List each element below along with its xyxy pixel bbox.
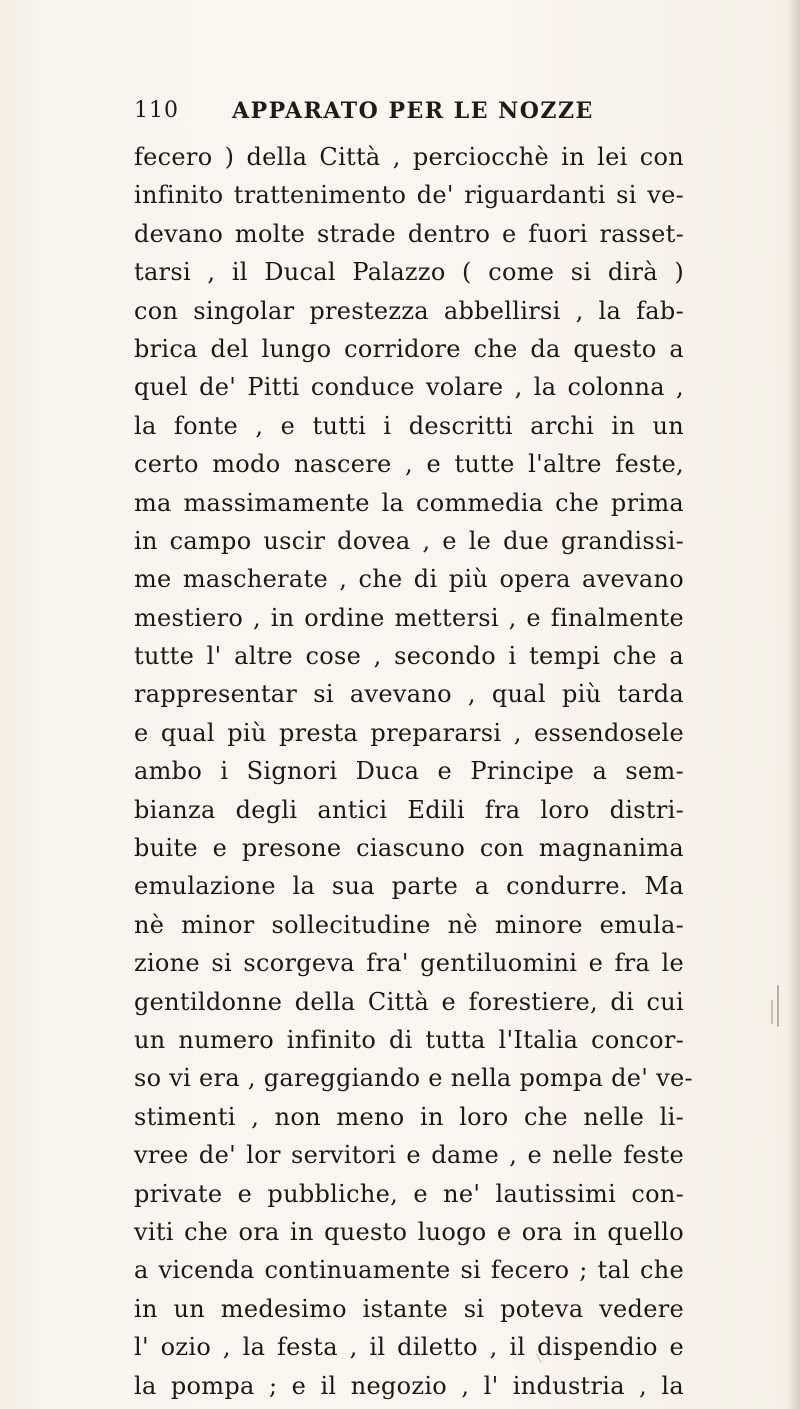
text-line: e qual più presta prepararsi , essendosele: [134, 718, 684, 747]
text-line: la fonte , e tutti i descritti archi in un: [134, 411, 684, 440]
text-line: ma massimamente la commedia che prima: [134, 488, 684, 517]
margin-mark: [777, 985, 779, 1027]
text-line: stimenti , non meno in loro che nelle li-: [134, 1102, 684, 1131]
page-header: [134, 98, 674, 138]
text-line: ambo i Signori Duca e Principe a sem-: [134, 757, 684, 786]
text-line: nè minor sollecitudine nè minore emula-: [134, 910, 684, 939]
text-line: bianza degli antici Edili fra loro distri-: [134, 795, 684, 824]
text-line: in campo uscir dovea , e le due grandissi-: [134, 526, 684, 555]
text-line: vree de' lor servitori e dame , e nelle feste: [134, 1141, 684, 1170]
margin-mark: [771, 1000, 773, 1024]
text-line: buite e presone ciascuno con magnanima: [134, 834, 684, 863]
running-head: APPARATO PER LE NOZZE: [232, 98, 594, 124]
text-line: con singolar prestezza abbellirsi , la fab-: [134, 296, 684, 325]
text-line: me mascherate , che di più opera avevano: [134, 565, 684, 594]
text-line: tarsi , il Ducal Palazzo ( come si dirà ): [134, 258, 684, 287]
page-edge-shadow: [786, 0, 800, 1409]
text-line: un numero infinito di tutta l'Italia concor-: [134, 1025, 684, 1054]
text-line: zione si scorgeva fra' gentiluomini e fra le: [134, 949, 684, 978]
text-line: emulazione la sua parte a condurre. Ma: [134, 872, 684, 901]
text-line: quel de' Pitti conduce volare , la colonna ,: [134, 373, 684, 402]
body-text: [134, 138, 693, 1405]
text-line: devano molte strade dentro e fuori rasset-: [134, 219, 684, 248]
text-line: brica del lungo corridore che da questo a: [134, 334, 684, 363]
text-line: certo modo nascere , e tutte l'altre feste,: [134, 450, 684, 479]
text-line: mestiero , in ordine mettersi , e finalmente: [134, 603, 684, 632]
text-line: la pompa ; e il negozio , l' industria , la: [134, 1371, 684, 1400]
text-line: a vicenda continuamente si fecero ; tal che: [134, 1256, 684, 1285]
text-line: in un medesimo istante si poteva vedere: [134, 1294, 684, 1323]
page-number: 110: [134, 98, 179, 123]
text-line: fecero ) della Città , perciocchè in lei con: [134, 143, 684, 171]
text-line: gentildonne della Città e forestiere, di cui: [134, 987, 684, 1016]
text-line: so vi era , gareggiando e nella pompa de' ve-: [134, 1064, 693, 1093]
text-line: tutte l' altre cose , secondo i tempi che a: [134, 642, 684, 671]
text-line: l' ozio , la festa , il diletto , il dispendio e: [134, 1333, 684, 1362]
text-line: rappresentar si avevano , qual più tarda: [134, 680, 684, 709]
text-line: infinito trattenimento de' riguardanti si ve-: [134, 181, 684, 210]
text-line: private e pubbliche, e ne' lautissimi con-: [134, 1179, 684, 1208]
text-line: viti che ora in questo luogo e ora in quello: [134, 1217, 684, 1246]
